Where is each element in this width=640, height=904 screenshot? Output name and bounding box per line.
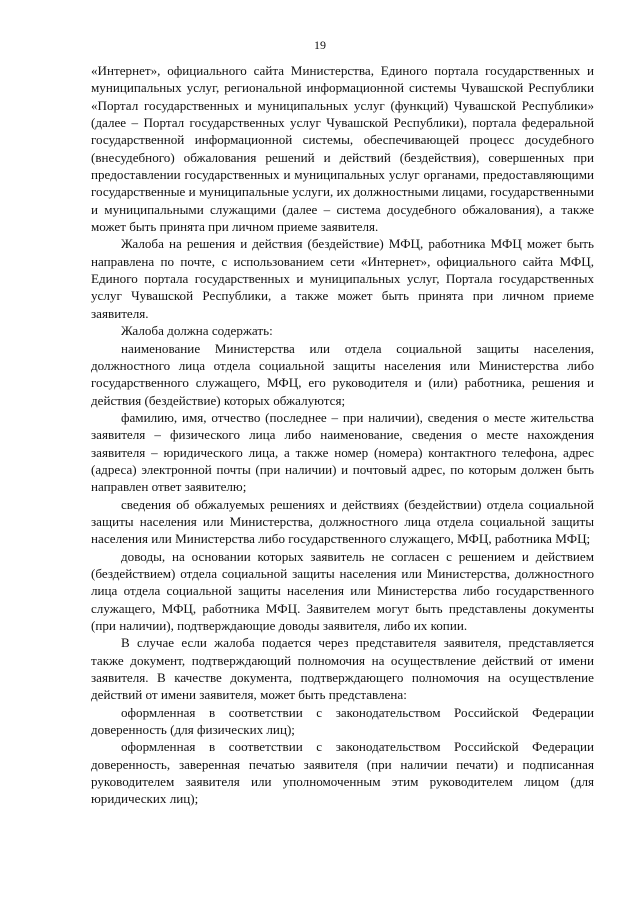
page-number: 19 [314, 38, 326, 52]
paragraph-3: Жалоба должна содержать: [121, 323, 273, 339]
paragraph-1: «Интернет», официального сайта Министерства, Единого портала государственных и муниципальных услуг, региональной информационной системы Чувашской Республики «Портал государственных и муниципальных услуг (функций) Чувашской Республики» (далее – Портал государственных услуг Чувашской Республики), портала федеральной государственной информационной системы, обеспечивающей процесс досудебного (внесудебного) обжалования решений и действий (бездействия), совершенных при предоставлении государственных и муниципальных услуг органами, предоставляющими государственные и муниципальные услуги, их должностными лицами, государственными и муниципальными служащими (далее – система досудебного обжалования), а также может быть принята при личном приеме заявителя. [91, 63, 594, 235]
paragraph-5: фамилию, имя, отчество (последнее – при наличии), сведения о месте жительства заявителя – физического лица либо наименование, сведения о месте нахождения заявителя – юридического лица, а также номер (номера) контактного телефона, адрес (адреса) электронной почты (при наличии) и почтовый адрес, по которым должен быть направлен ответ заявителю; [91, 409, 594, 495]
paragraph-10: оформленная в соответствии с законодательством Российской Федерации доверенность, заверенная печатью заявителя (при наличии печати) и подписанная руководителем заявителя или уполномоченным этим руководителем лицом (для юридических лиц); [91, 739, 594, 807]
paragraph-6: сведения об обжалуемых решениях и действиях (бездействии) отдела социальной защиты населения или Министерства, должностного лица отдела социальной защиты населения или Министерства либо государственного служащего, МФЦ, работника МФЦ; [91, 496, 594, 547]
document-body [91, 62, 594, 808]
paragraph-8: В случае если жалоба подается через представителя заявителя, представляется также документ, подтверждающий полномочия на осуществление действий от имени заявителя. В качестве документа, подтверждающего полномочия на осуществление действий от имени заявителя, может быть представлена: [91, 635, 594, 703]
paragraph-9: оформленная в соответствии с законодательством Российской Федерации доверенность (для физических лиц); [91, 704, 594, 738]
paragraph-7: доводы, на основании которых заявитель не согласен с решением и действием (бездействием) отдела социальной защиты населения или Министерства, должностного лица отдела социальной защиты населения или Министерства либо государственного служащего, МФЦ, работника МФЦ. Заявителем могут быть представлены документы (при наличии), подтверждающие доводы заявителя, либо их копии. [91, 548, 594, 633]
paragraph-4: наименование Министерства или отдела социальной защиты населения, должностного лица отдела социальной защиты населения или Министерства либо государственного служащего, МФЦ, его руководителя и (или) работника, решения и действия (бездействие) которых обжалуются; [91, 340, 594, 408]
paragraph-2: Жалоба на решения и действия (бездействие) МФЦ, работника МФЦ может быть направлена по почте, с использованием сети «Интернет», официального сайта МФЦ, Единого портала государственных и муниципальных услуг, Портала государственных услуг Чувашской Республики, а также может быть принята при личном приеме заявителя. [91, 236, 594, 321]
